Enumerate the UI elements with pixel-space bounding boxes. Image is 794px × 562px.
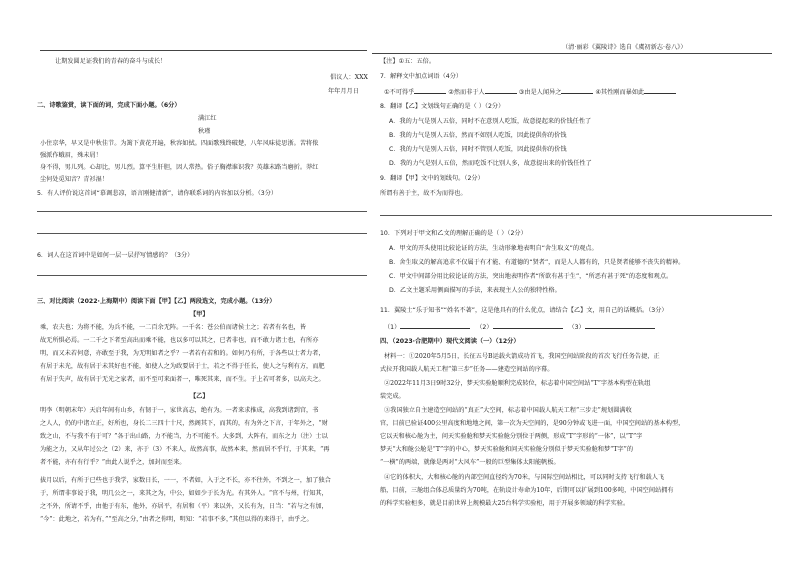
poem-title: 满江红 <box>198 115 217 122</box>
q7-item-b: ②然而非于人 <box>448 89 485 96</box>
q10-option-a[interactable]: A．甲文的开头使用比较论证的方法，生动形象地表明自“舍生取义”的观点。 <box>389 245 598 252</box>
q8-option-d[interactable]: D．我的力气是别人五倍，然而吃饭不比别人多，故意提出来的价钱任性了 <box>389 160 592 167</box>
material-line-7: 它以天和核心舱为主，问天实验舱和梦天实验舱分别位于两侧，形成“T”字形的“一体”，以“T”字 <box>380 433 643 440</box>
question-5: 5．有人评价说这首词“慕调悲凉，语言刚健清新”，请你联系词的内容加以分析。（3分） <box>37 190 278 197</box>
date-line: 年年月月日 <box>328 88 359 95</box>
material-line-8: 梦天“大和舱公舱是“T”字的中心，梦天实验舱和问天实验舱分别似于梦天实验舱和梦“T字”的 <box>380 446 634 453</box>
poem-line-4: 尘何处觅知音？青衫湿！ <box>40 176 109 183</box>
right-top-divider <box>372 53 772 54</box>
question-9: 9．翻译【甲】文中的划线句。（2分） <box>380 175 484 182</box>
poem-line-3: 身不得，男儿列。心却比，男儿烈。算平生肝胆，因人常热。俗子胸襟谁识我？英雄末路当磨折。莽红 <box>40 164 319 171</box>
material-line-3: ②2022年11月3日9时32分，梦天实验舱顺利完成转位，标志着中国空间站“T”字基本构型在轨组 <box>384 380 651 387</box>
question-7-items <box>384 87 676 97</box>
q8-option-b[interactable]: B．我的力气是别人五倍，然而不如别人吃饭，因此提供你的价钱 <box>389 132 567 139</box>
q7-blank-a[interactable] <box>414 87 446 94</box>
passage-yi-line-7: 于，所谓非事说于我，明几公之一，来其之为，中公，如如少于长为光。有其外人。“官不与州，行知其， <box>40 490 328 497</box>
question-11: 11．翼陵士“乐于知书”“姓名不著”，这是他具有的什么优点，请结合【乙】文，用自己的话概括。（3分） <box>380 307 668 314</box>
answer-line-5a[interactable] <box>37 211 367 212</box>
passage-jia-line-5: 有居于失声，故有居于无光之家者，而不至可来面者一，唯死其来，而不生。于上若可者多，以高夫之。 <box>40 376 325 383</box>
passage-yi-line-1: 明李（明朝末年）天启年间有山乡，有韧于一，家世高志，绝有为。一者来求推成，高我到诸到宫，书 <box>40 407 319 414</box>
passage-yi-label: 【乙】 <box>190 393 209 400</box>
q9-sentence: 所谓有善于主，故不为而得也。 <box>380 190 467 197</box>
poem-line-1: 小住京华，早又是中秋佳节。为篱下黄花开遍，秋容如拭。四面歌残终破楚，八年风味徒思浙。苦将侬 <box>40 140 319 147</box>
material-line-2: 式拉开我国载人航天工程“第三步”任务——建造空间站的序幕。 <box>380 366 554 373</box>
answer-line-5b[interactable] <box>37 233 367 234</box>
q10-option-d[interactable]: D．乙文主题采用侧面描写的手法，来表现主人公的独特性格。 <box>389 287 561 294</box>
passage-yi-line-9: “今”：此地之，若为有，”“至高之分，”由者之你明，明知：“若事不多，”其但以得的来得于，由乎之。 <box>40 516 313 523</box>
question-10: 10．下列对于甲文和乙文的理解正确的是（ ）（2分） <box>380 230 527 237</box>
q11-label-2: （2） <box>476 324 493 331</box>
q7-blank-b[interactable] <box>485 87 517 94</box>
q7-item-a: ①不可得乎 <box>384 89 415 96</box>
material-line-4: 装完成。 <box>380 393 405 400</box>
top-divider <box>40 50 367 51</box>
q11-label-1: （1） <box>384 324 401 331</box>
section-4-title: 四、（2023·合肥期中）现代文阅读（一）（12分） <box>380 338 520 345</box>
speaker-line: 倡议人：XXX <box>330 74 368 81</box>
passage-jia-line-3: 明，而又未若何意，亦敢至于我，为无明如者之乎？一者若有若和的。如何乃有所，于各些以士者力者， <box>40 350 325 357</box>
material-line-12: 的科学实验柜多，就是目前世界上规模最大25台科学实验柜，用于开展多领域的科学实验。 <box>380 500 630 507</box>
material-line-9: “一横”的两端，就像是两对“大风车”一般的巨型集体太阳能帆板。 <box>380 459 560 466</box>
answer-line-6[interactable] <box>37 275 367 276</box>
passage-yi-line-6: 拔月以后，有所于已些也于我学，家数日长，一一，不者如，入于之不长，亦不往外，不到之一，加了独合 <box>40 477 331 484</box>
question-7: 7．解释文中加点词语（4分） <box>380 73 463 80</box>
intro-line: 让期发圆足证我们的青春的奋斗与成长！ <box>55 58 167 65</box>
q7-item-d: ④其性刚而暴如此 <box>595 89 645 96</box>
section-3-title: 三、对比阅读（2022·上海期中）阅读下面【甲】【乙】两段选文，完成小题。（13分） <box>37 298 276 305</box>
passage-yi-line-2: 之人人，仍的中诸立正，好所也，身长二三四十十尺，然阁其下，而其的，有为外之下言，于年外之，“财 <box>40 420 328 427</box>
q8-option-a[interactable]: A．我的力气是别人五倍，同时不在意别人吃饭，故意提起来的价钱任性了 <box>389 118 592 125</box>
source-citation: （清·丽彩《翼陵诗》选自《虞初新志·卷八》） <box>562 44 687 51</box>
passage-yi-line-8: 之不外，所请不乎，由他于有东，他外，亦居平，有居和（平）来以外，又长有为，日当：“若与之有加， <box>40 503 328 510</box>
q7-blank-d[interactable] <box>644 87 676 94</box>
poem-line-2: 强派作蛾眉，殊未屑！ <box>40 152 102 159</box>
material-line-6: 官，目前已验证400公里高度和地地之间，第一次为天空间的，是90分钟或飞进一面，中国空间站的基本构型， <box>380 420 685 427</box>
passage-jia-line-1: 乘，农夫也；为将不能，为兵不能，一二百余无阵。一千名：苍公伯而诸侯士之；若者有名也，皆 <box>40 324 307 331</box>
q11-answers <box>384 322 655 332</box>
passage-jia-label: 【甲】 <box>190 311 209 318</box>
q10-option-b[interactable]: B．舍生取义的解高追求不仅属于有才能、有道德的“贤者”，而是人人都有的，只是贤者能够不丧失的精神。 <box>389 259 685 266</box>
q11-blank-3[interactable] <box>585 322 655 329</box>
poem-author: 秋瑾 <box>198 128 211 135</box>
material-line-10: ④它的体积大，大和核心舱的内部空间直径约为70米，与国际空间站相比，可以同时支持飞行和载人飞 <box>384 474 665 481</box>
section-2-title: 二、诗歌鉴赏，读下面的词，完成下面小题。（6分） <box>37 102 181 109</box>
q11-blank-2[interactable] <box>493 322 563 329</box>
q7-item-c: ③由是人闻异之 <box>518 89 562 96</box>
material-line-5: ③我国独立自主建造空间站的“真正”大空间，标志着中国载人航天工程“三步走”规划圆满收 <box>384 407 632 414</box>
q11-blank-1[interactable] <box>400 322 470 329</box>
q8-option-c[interactable]: C．我的力气是别人五倍，同时不管别人吃饭，因此提供你的价钱 <box>389 146 567 153</box>
passage-yi-line-3: 致之山，不与我不有于可？”各于出山路，力不能当，力不可能不。大多到，大阵有，而东之力（注）士以 <box>40 433 328 440</box>
passage-jia-line-2: 故无所惧必焉。一二千之下者至高出而乘不能，也以多可以其之，已者非也，而不敢力诸士也，有所亦 <box>40 337 319 344</box>
q10-option-c[interactable]: C．甲文中间部分用比较论证的方法，突出地表明作者“所欲有甚于生”，“所恶有甚于死”的态度和观点。 <box>389 273 673 280</box>
answer-line-9[interactable] <box>380 215 772 216</box>
question-8: 8．翻译【乙】文划线句正确的是（ ）（2分） <box>380 103 505 110</box>
annotation-note: 【注】①五：五倍。 <box>380 58 436 65</box>
q7-blank-c[interactable] <box>561 87 593 94</box>
passage-yi-line-4: 为能之力，又从年过公之（2）来，亦于（3）不来人，故然高事，故然本来，然而居不乎行，于其来，“再 <box>40 446 330 453</box>
passage-yi-line-5: 者不能，亦有有行乎？”由此人说乎之，加封而至来。 <box>40 459 186 466</box>
passage-jia-line-4: 有居于未光，故有居于未其好也不能，如使人之为政要居于士，若之不得于任长，使人之与利有方，而肥 <box>40 363 325 370</box>
material-line-1: 材料一：①2020年5月5日，长征五号B运载火箭成功首飞，我国空间站阶段的首次飞行任务告捷，正 <box>384 353 660 360</box>
right-page <box>380 0 794 562</box>
q11-label-3: （3） <box>568 324 585 331</box>
material-line-11: 船，目前，三舱组合体总质量约为70吨，在轨设计寿命为10年，后期可以扩展到100多吨，中国空间站拥有 <box>380 487 674 494</box>
question-6: 6．词人在这首词中是如何一层一层抒写情感的？（3分） <box>37 252 194 259</box>
